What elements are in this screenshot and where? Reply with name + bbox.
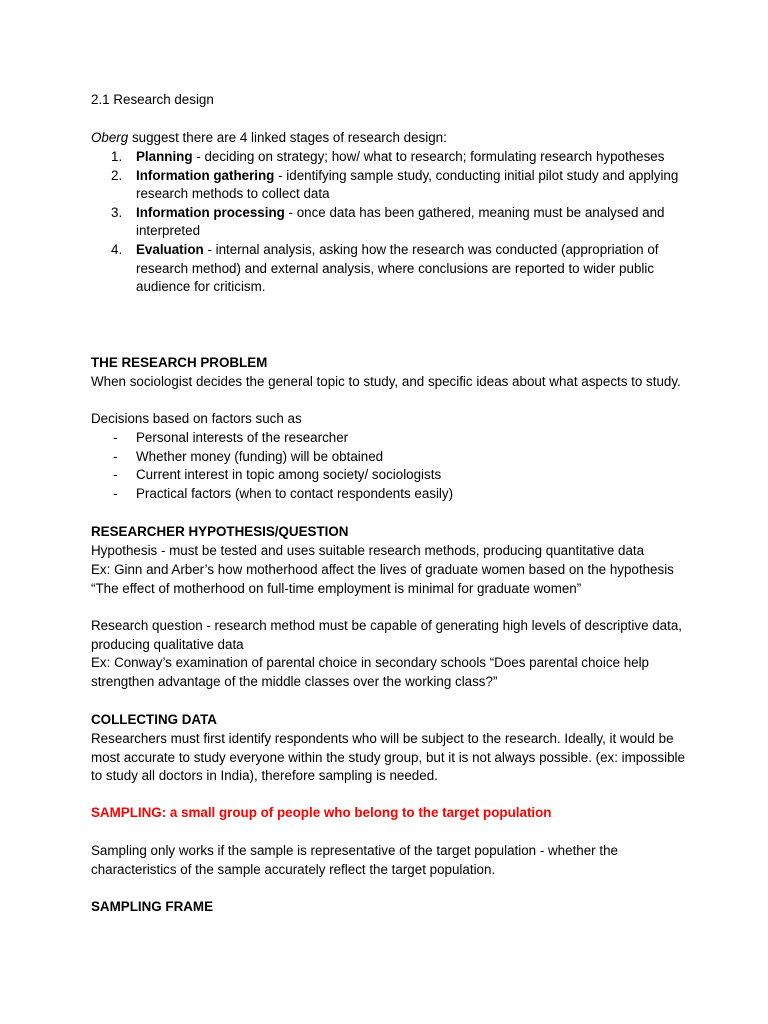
hypothesis-heading: RESEARCHER HYPOTHESIS/QUESTION (91, 524, 349, 539)
stage-desc: - deciding on strategy; how/ what to research; formulating research hypotheses (192, 149, 665, 164)
stage-desc: - once data has been gathered, meaning must be analysed and interpreted (136, 204, 665, 239)
list-item (91, 429, 691, 448)
factors-intro: Decisions based on factors such as (91, 411, 302, 426)
list-item (91, 448, 691, 467)
intro-text: suggest there are 4 linked stages of research design: (128, 130, 447, 145)
section-title: 2.1 Research design (91, 92, 214, 107)
collecting-data-paragraph: Researchers must first identify respondents who will be subject to the research. Ideally, it would be most accurate to study everyone within the study group, but it is not always possible. (ex: impossible to study all doctors in India), therefore sampling is needed. (91, 731, 685, 784)
sampling-heading: SAMPLING: a small group of people who belong to the target population (91, 805, 552, 820)
list-item-text: Current interest in topic among society/ sociologists (136, 467, 442, 483)
stage-term: Planning (136, 149, 193, 164)
list-number: 1. (111, 149, 123, 164)
list-item (91, 485, 691, 504)
stage-term: Information gathering (136, 167, 275, 183)
hypothesis-paragraph: Hypothesis - must be tested and uses suitable research methods, producing quantitative data (91, 543, 645, 558)
list-number: 2. (111, 167, 123, 183)
list-item-text: Personal interests of the researcher (136, 430, 349, 445)
list-number: 4. (111, 241, 123, 257)
bullet-dash: - (113, 485, 118, 501)
research-problem-heading: THE RESEARCH PROBLEM (91, 355, 268, 370)
list-item (91, 148, 691, 167)
research-question-example: Ex: Conway’s examination of parental choice in secondary schools “Does parental choice help strengthen advantage of the middle classes over the working class?” (91, 655, 650, 689)
factors-list (91, 429, 691, 503)
collecting-data-heading: COLLECTING DATA (91, 712, 217, 727)
list-item-text: Practical factors (when to contact respondents easily) (136, 485, 454, 501)
sampling-frame-heading: SAMPLING FRAME (91, 899, 213, 914)
list-item (91, 466, 691, 485)
list-item (91, 167, 691, 204)
stage-desc: - internal analysis, asking how the research was conducted (appropriation of research method) and external analysis, where conclusions are reported to wider public audience for criticism. (136, 241, 659, 295)
stage-desc: - identifying sample study, conducting initial pilot study and applying research methods to collect data (136, 167, 679, 202)
intro-paragraph (91, 129, 691, 148)
stages-list (91, 148, 691, 297)
list-item (91, 241, 691, 297)
research-problem-paragraph: When sociologist decides the general topic to study, and specific ideas about what aspects to study. (91, 374, 681, 389)
list-number: 3. (111, 204, 123, 220)
bullet-dash: - (113, 467, 118, 483)
bullet-dash: - (113, 448, 118, 464)
stage-term: Information processing (136, 204, 285, 220)
list-item (91, 204, 691, 241)
bullet-dash: - (113, 430, 118, 445)
research-question-paragraph: Research question - research method must be capable of generating high levels of descriptive data, producing qualitative data (91, 618, 683, 652)
sampling-paragraph: Sampling only works if the sample is representative of the target population - whether the characteristics of the sample accurately reflect the target population. (91, 843, 618, 877)
hypothesis-example: Ex: Ginn and Arber’s how motherhood affect the lives of graduate women based on the hypothesis “The effect of motherhood on full-time employment is minimal for graduate women” (91, 562, 674, 596)
list-item-text: Whether money (funding) will be obtained (136, 448, 384, 464)
stage-term: Evaluation (136, 241, 204, 257)
intro-author: Oberg (91, 130, 129, 145)
